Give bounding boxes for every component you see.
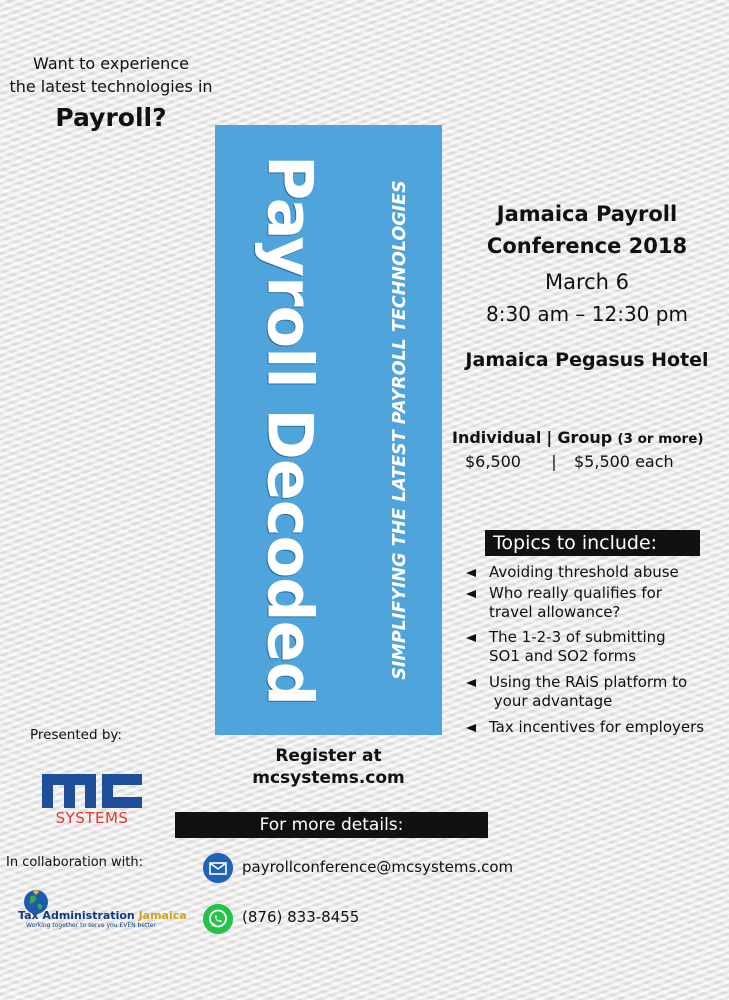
individual-price: $6,500 bbox=[465, 452, 521, 471]
partner-tagline: Working together to serve you EVEN better bbox=[26, 922, 156, 929]
topic-text: Who really qualifies for travel allowance? bbox=[489, 584, 662, 621]
mc-logo-text: SYSTEMS bbox=[55, 809, 129, 827]
event-title-line-2: Conference 2018 bbox=[486, 234, 688, 258]
group-label: Group bbox=[557, 428, 613, 447]
arrow-left-icon bbox=[466, 634, 476, 642]
topic-text: Using the RAiS platform to your advantage bbox=[489, 673, 688, 710]
topic-text: Tax incentives for employers bbox=[489, 718, 705, 736]
contact-phone[interactable]: (876) 833-8455 bbox=[242, 908, 360, 926]
register-callout bbox=[215, 745, 442, 789]
teaser-highlight: Payroll? bbox=[55, 103, 167, 132]
whatsapp-icon bbox=[203, 904, 233, 934]
arrow-left-icon bbox=[466, 724, 476, 732]
register-link[interactable]: mcsystems.com bbox=[252, 768, 405, 788]
email-icon bbox=[203, 853, 233, 883]
banner-title-container bbox=[215, 125, 365, 735]
event-title bbox=[445, 198, 729, 262]
pricing-values bbox=[452, 452, 729, 471]
pricing-values-separator: | bbox=[551, 452, 557, 471]
event-title-line-1: Jamaica Payroll bbox=[496, 202, 678, 226]
event-date: March 6 bbox=[544, 270, 630, 294]
partner-name: Tax Administration bbox=[18, 909, 135, 922]
group-note: (3 or more) bbox=[617, 431, 704, 447]
presented-by-label: Presented by: bbox=[30, 727, 122, 743]
register-line-1: Register at bbox=[275, 746, 382, 766]
pricing-separator: | bbox=[546, 428, 553, 447]
collaboration-label: In collaboration with: bbox=[6, 855, 144, 870]
arrow-left-icon bbox=[466, 569, 476, 577]
topic-text: The 1-2-3 of submitting SO1 and SO2 forms bbox=[489, 628, 666, 665]
topic-text: Avoiding threshold abuse bbox=[489, 563, 679, 581]
individual-label: Individual bbox=[452, 428, 542, 447]
partner-name-highlight: Jamaica bbox=[138, 909, 187, 922]
contact-email[interactable]: payrollconference@mcsystems.com bbox=[242, 858, 514, 876]
tax-administration-logo-text bbox=[18, 909, 187, 922]
banner-subtitle-container bbox=[365, 125, 435, 735]
group-price: $5,500 each bbox=[574, 452, 674, 471]
banner-title: Payroll Decoded bbox=[253, 154, 327, 706]
topics-header: Topics to include: bbox=[485, 530, 700, 556]
pricing-header bbox=[452, 428, 729, 447]
details-header: For more details: bbox=[175, 812, 488, 838]
teaser-line-2: the latest technologies in bbox=[9, 77, 213, 96]
event-time: 8:30 am – 12:30 pm bbox=[486, 302, 688, 326]
arrow-left-icon bbox=[466, 679, 476, 687]
arrow-left-icon bbox=[466, 590, 476, 598]
banner-subtitle: SIMPLIFYING THE LATEST PAYROLL TECHNOLOGIES bbox=[390, 180, 410, 680]
event-venue: Jamaica Pegasus Hotel bbox=[465, 349, 709, 371]
teaser-line-1: Want to experience bbox=[33, 54, 189, 73]
